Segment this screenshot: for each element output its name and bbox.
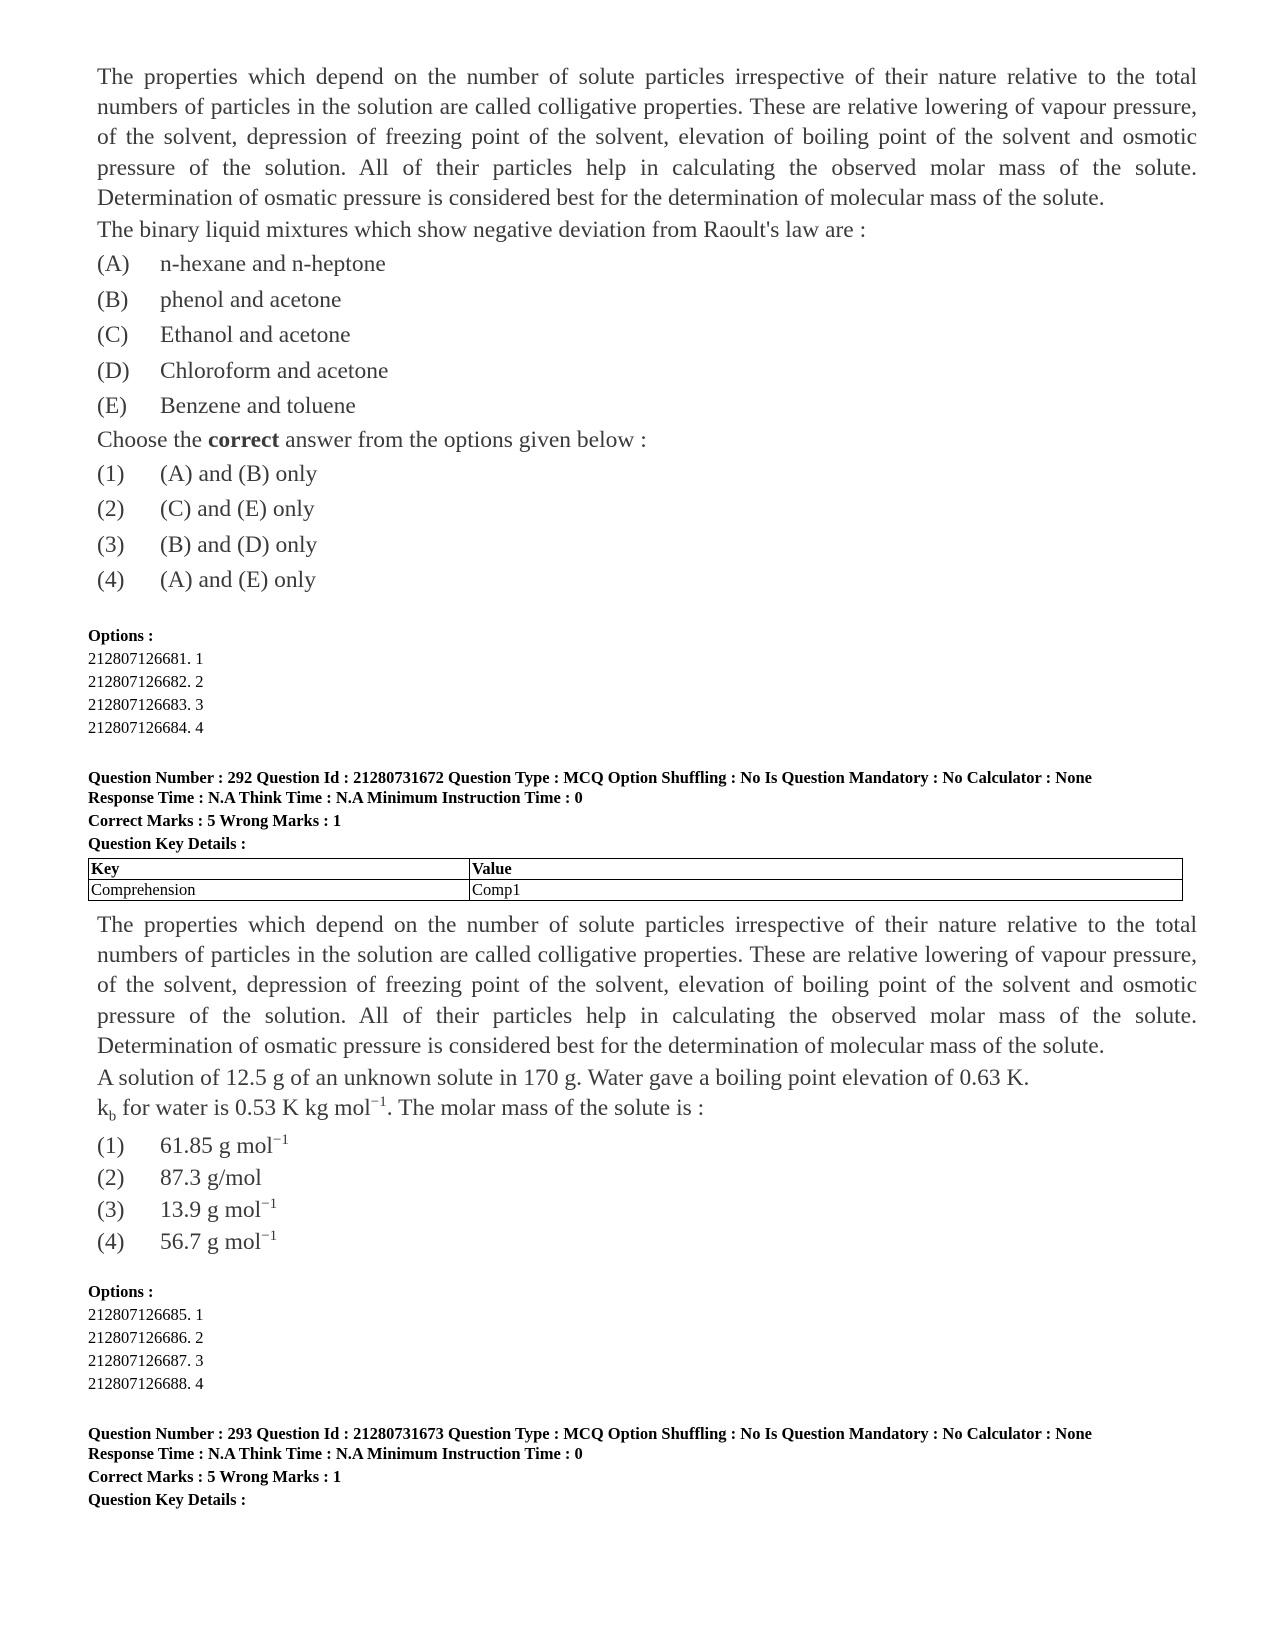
option-id: 212807126682. 2: [88, 672, 204, 691]
timing-info-line: Response Time : N.A Think Time : N.A Minimum Instruction Time : 0: [88, 787, 583, 807]
timing-info-line: Response Time : N.A Think Time : N.A Minimum Instruction Time : 0: [88, 1443, 583, 1463]
option-id: 212807126683. 3: [88, 695, 204, 714]
statement-item: (B) phenol and acetone: [97, 286, 342, 313]
marks-line: Correct Marks : 5 Wrong Marks : 1: [88, 1467, 342, 1486]
question-stem: A solution of 12.5 g of an unknown solute in 170 g. Water gave a boiling point elevation of 0.63 K. $k_b$ for water is 0.53 K kg mol$^{-1}$. The molar mass of the solute is :: [97, 1065, 1030, 1125]
options-block-291: [88, 624, 204, 739]
options-heading: Options :: [88, 1282, 154, 1301]
option-id: 212807126688. 4: [88, 1374, 204, 1393]
table-header-key: Key: [89, 859, 470, 880]
options-block-292: [88, 1280, 204, 1395]
statement-item: (C) Ethanol and acetone: [97, 322, 351, 349]
key-details-heading: Question Key Details :: [88, 1490, 247, 1509]
question-292-scan: [97, 910, 1197, 1258]
comprehension-passage: The properties which depend on the number of solute particles irrespective of their nature relative to the total numbers of particles in the solution are called colligative properties. These are relative lowering of vapour pressure, of the solvent, depression of freezing point of the solvent, elevation of boiling point of the solvent and osmotic pressure of the solution. All of their particles help in calculating the observed molar mass of the solute. Determination of osmatic pressure is considered best for the determination of molecular mass of the solute.: [97, 64, 1197, 211]
options-heading: Options :: [88, 626, 154, 645]
answer-choice: (1) 61.85 g mol$^{-1}$: [97, 1131, 289, 1159]
answer-choice: (4) (A) and (E) only: [97, 567, 316, 594]
table-cell: Comp1: [470, 880, 1183, 901]
key-value-table: [88, 858, 1183, 901]
comprehension-passage: The properties which depend on the number of solute particles irrespective of their nature relative to the total numbers of particles in the solution are called colligative properties. These are relative lowering of vapour pressure, of the solvent, depression of freezing point of the solvent, elevation of boiling point of the solvent and osmotic pressure of the solution. All of their particles help in calculating the observed molar mass of the solute. Determination of osmatic pressure is considered best for the determination of molecular mass of the solute.: [97, 912, 1197, 1059]
answer-choice: (3) (B) and (D) only: [97, 531, 318, 558]
marks-line: Correct Marks : 5 Wrong Marks : 1: [88, 811, 342, 830]
option-id: 212807126687. 3: [88, 1351, 204, 1370]
question-291-scan: [97, 62, 1197, 599]
option-id: 212807126684. 4: [88, 718, 204, 737]
option-id: 212807126686. 2: [88, 1328, 204, 1347]
statement-item: (E) Benzene and toluene: [97, 393, 356, 420]
table-header-row: [89, 859, 1183, 880]
option-id: 212807126685. 1: [88, 1305, 204, 1324]
question-info-line: Question Number : 293 Question Id : 21280731673 Question Type : MCQ Option Shuffling : No Is Question Mandatory : No Calculator : None: [88, 1424, 1092, 1443]
answer-choice: (3) 13.9 g mol$^{-1}$: [97, 1195, 278, 1223]
question-292-header: [88, 768, 1092, 855]
statement-list: [97, 247, 1197, 425]
table-header-value: Value: [470, 859, 1183, 880]
statement-item: (A) n-hexane and n-heptone: [97, 251, 386, 278]
answer-choice-list: [97, 1130, 1197, 1258]
statement-item: (D) Chloroform and acetone: [97, 357, 389, 384]
option-id: 212807126681. 1: [88, 649, 204, 668]
answer-choice: (2) 87.3 g/mol: [97, 1164, 262, 1191]
question-293-header: [88, 1424, 1092, 1511]
question-stem: The binary liquid mixtures which show negative deviation from Raoult's law are :: [97, 217, 867, 244]
answer-choice-list: [97, 457, 1197, 599]
choose-instruction: Choose the correct answer from the options given below :: [97, 426, 647, 453]
answer-choice: (1) (A) and (B) only: [97, 460, 318, 487]
key-details-heading: Question Key Details :: [88, 834, 247, 853]
table-row: [89, 880, 1183, 901]
question-info-line: Question Number : 292 Question Id : 21280731672 Question Type : MCQ Option Shuffling : No Is Question Mandatory : No Calculator : None: [88, 768, 1092, 787]
answer-choice: (4) 56.7 g mol$^{-1}$: [97, 1227, 278, 1255]
answer-choice: (2) (C) and (E) only: [97, 496, 315, 523]
table-cell: Comprehension: [89, 880, 470, 901]
